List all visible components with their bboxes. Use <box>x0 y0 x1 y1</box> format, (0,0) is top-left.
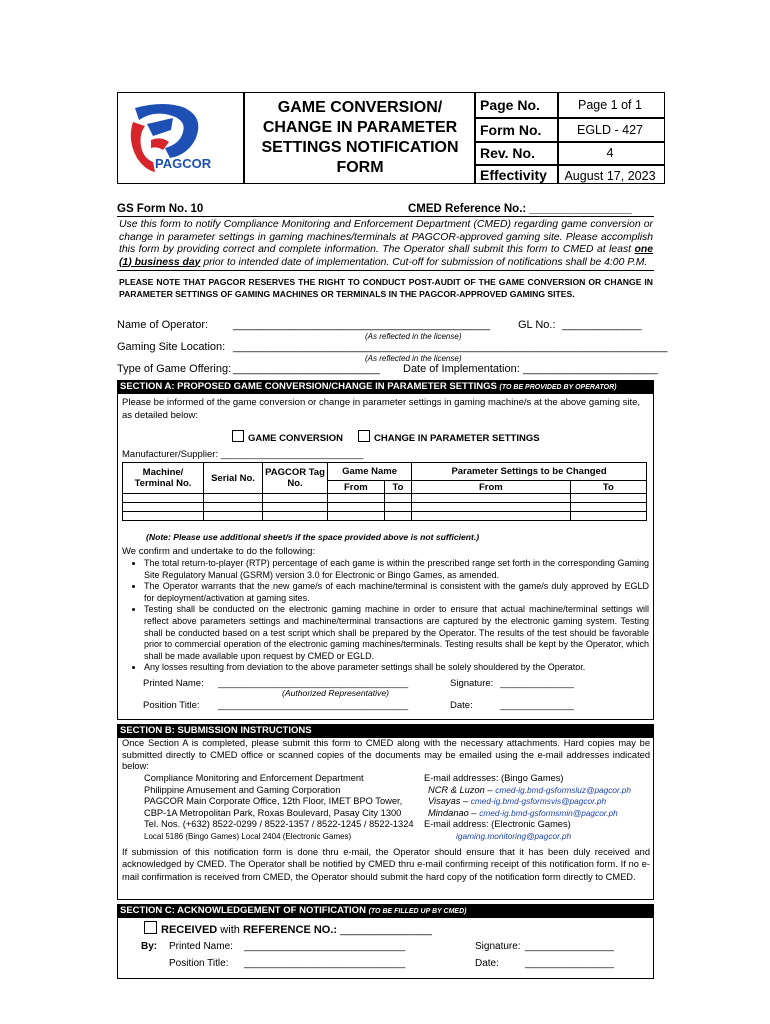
title-line: CHANGE IN PARAMETER <box>262 119 458 136</box>
address-line: PAGCOR Main Corporate Office, 12th Floor, IMET BPO Tower, <box>144 796 403 807</box>
machine-table <box>122 462 647 521</box>
table-cell[interactable] <box>384 494 411 503</box>
section-c-title: SECTION C: ACKNOWLEDGEMENT OF NOTIFICATION <box>120 905 366 916</box>
table-cell[interactable] <box>204 494 263 503</box>
email-block <box>424 773 631 843</box>
table-cell[interactable] <box>412 512 571 521</box>
table-cell[interactable] <box>384 503 411 512</box>
email-region: Mindanao <box>428 807 469 818</box>
auth-rep-note: (Authorized Representative) <box>282 688 389 698</box>
section-b-header <box>117 724 654 737</box>
email-sep: – <box>484 784 496 795</box>
received-checkbox[interactable] <box>144 921 157 934</box>
site-label: Gaming Site Location: <box>117 341 226 353</box>
email-row <box>424 796 631 808</box>
printed-name-label: Printed Name: <box>143 678 204 689</box>
table-cell[interactable] <box>204 512 263 521</box>
impl-date-label: Date of Implementation: <box>403 363 520 375</box>
list-item: • The total return-to-player (RTP) percentage of each game is within the prescribed range set forth in the corresponding Gaming Site Regulatory Manual (GSRM) version 3.0 for Electronic or Bingo Games, as amended. <box>144 558 649 581</box>
gl-label: GL No.: <box>518 319 556 331</box>
gl-line: _____________ <box>562 319 642 331</box>
email-row <box>424 785 631 797</box>
list-item: • Testing shall be conducted on the electronic gaming machine in order to ensure that actual machine/terminal settings will reflect above parameters settings and machine/terminal transactions are captured by the electronic gaming system. Testing shall be conducted based on a test script which shall be prepared by the Operator. The results of the test should be favorable prior to commercial operation of the electronic gaming machines/terminals. Testing results shall be kept by the Operator, which shall be made available upon request by CMED or EGLD. <box>144 604 649 662</box>
reference-line: _______________ <box>337 924 432 936</box>
post-audit-notice: PLEASE NOTE THAT PAGCOR RESERVES THE RIGHT TO CONDUCT POST-AUDIT OF THE GAME CONVERSION OR CHANGE IN PARAMETER SETTINGS OF GAMING MACHINES OR TERMINALS IN THE PAGCOR-APPROVED GAMING SITES. <box>119 277 653 299</box>
pagcor-logo <box>125 100 235 178</box>
table-cell[interactable] <box>570 494 646 503</box>
email-link[interactable]: cmed-ig.bmd-gsformsmin@pagcor.ph <box>479 807 618 818</box>
header-row-line <box>474 164 665 166</box>
game-conversion-checkbox[interactable] <box>232 430 244 442</box>
date-label: Date: <box>450 700 473 711</box>
received-label: RECEIVED <box>161 924 218 936</box>
title-line: SETTINGS NOTIFICATION <box>261 139 459 156</box>
section-c-header <box>117 904 654 917</box>
game-type-label: Type of Game Offering: <box>117 363 232 375</box>
cmed-reference <box>408 203 632 215</box>
c-printed-name-line: _____________________________ <box>244 941 406 952</box>
form-no-value: EGLD - 427 <box>576 123 643 137</box>
title-line: GAME CONVERSION/ <box>277 99 443 116</box>
rev-no-label: Rev. No. <box>480 145 535 161</box>
received-with: with <box>217 924 243 936</box>
table-cell[interactable] <box>384 512 411 521</box>
c-signature-line: ________________ <box>525 941 614 952</box>
date-line: ______________ <box>500 700 574 711</box>
email-link[interactable]: cmed-ig.bmd-gsformsvis@pagcor.ph <box>470 796 607 807</box>
form-title <box>245 98 475 178</box>
site-line: _______________________________________________________________________ <box>233 341 668 353</box>
effectivity-label: Effectivity <box>480 167 547 183</box>
email-sep: – <box>460 796 471 807</box>
th-param-from: From <box>412 481 571 494</box>
form-no-label: Form No. <box>480 122 542 138</box>
change-param-checkbox[interactable] <box>358 430 370 442</box>
address-line: CBP-1A Metropolitan Park, Roxas Boulevard, Pasay City 1300 <box>144 807 402 818</box>
section-a-title: SECTION A: PROPOSED GAME CONVERSION/CHANGE IN PARAMETER SETTINGS <box>120 381 497 392</box>
list-item: • The Operator warrants that the new game/s of each machine/terminal is consistent with the game/s duly approved by EGLD for deployment/activation at gaming sites. <box>144 581 649 604</box>
opt-change-param-label: CHANGE IN PARAMETER SETTINGS <box>374 433 540 444</box>
section-a-note: (TO BE PROVIDED BY OPERATOR) <box>499 384 617 391</box>
table-note: (Note: Please use additional sheet/s if the space provided above is not sufficient.) <box>146 532 480 542</box>
header-row-line <box>474 117 665 119</box>
address-line: Tel. Nos. (+632) 8522-0299 / 8522-1357 / 8522-1245 / 8522-1324 <box>144 819 414 830</box>
section-c-note: (TO BE FILLED UP BY CMED) <box>368 908 467 915</box>
table-cell[interactable] <box>570 512 646 521</box>
manufacturer-field: Manufacturer/Supplier: ___________________________ <box>122 449 364 460</box>
email-link[interactable]: cmed-ig.bmd-gsformsluz@pagcor.ph <box>495 784 632 795</box>
c-date-line: ________________ <box>525 958 614 969</box>
table-cell[interactable] <box>328 494 385 503</box>
th-param-to: To <box>570 481 646 494</box>
th-game-to: To <box>384 481 411 494</box>
intro-part1: Use this form to notify Compliance Monitoring and Enforcement Department (CMED) regarding game conversion or change in parameter settings in gaming machines/terminals at PAGCOR-approved gaming site. Please accomplish this form by providing correct and complete information. The Operator shall submit this form to CMED at least <box>119 219 653 255</box>
by-label: By: <box>141 941 158 952</box>
th-param: Parameter Settings to be Changed <box>412 463 647 481</box>
table-cell[interactable] <box>263 494 328 503</box>
table-cell[interactable] <box>123 494 204 503</box>
section-a-lead: Please be informed of the game conversion or change in parameter settings in gaming machine/s at the above gaming site, as detailed below: <box>122 397 641 421</box>
opt-game-conversion[interactable] <box>232 430 343 444</box>
table-cell[interactable] <box>123 503 204 512</box>
address-line: Philippine Amusement and Gaming Corporation <box>144 784 341 795</box>
c-position-line: _____________________________ <box>244 958 406 969</box>
divider <box>117 270 654 271</box>
received-line <box>144 921 432 936</box>
page-no-label: Page No. <box>480 97 540 113</box>
operator-line: __________________________________________ <box>233 319 490 331</box>
table-row <box>123 494 647 503</box>
page-no-value: Page 1 of 1 <box>578 98 642 112</box>
th-game-name: Game Name <box>328 463 412 481</box>
divider <box>117 216 654 217</box>
position-label: Position Title: <box>143 700 200 711</box>
intro-text <box>119 219 653 269</box>
table-cell[interactable] <box>412 503 571 512</box>
reflected-note: (As reflected in the license) <box>365 354 462 363</box>
table-cell[interactable] <box>263 512 328 521</box>
table-cell[interactable] <box>123 512 204 521</box>
position-line: ____________________________________ <box>218 700 409 711</box>
intro-emphasis: one (1) business day <box>119 244 654 268</box>
email-region: Visayas <box>428 796 461 807</box>
c-signature-label: Signature: <box>475 941 521 952</box>
impl-date-line: ______________________ <box>523 363 658 375</box>
emails-title: E-mail addresses: (Bingo Games) <box>424 773 564 783</box>
signature-label: Signature: <box>450 678 494 689</box>
c-position-label: Position Title: <box>169 958 229 969</box>
section-a-header <box>117 380 654 393</box>
email-region: NCR & Luzon <box>428 784 485 795</box>
th-pagcor: PAGCOR Tag No. <box>263 463 328 494</box>
table-row <box>123 512 647 521</box>
gs-form-no: GS Form No. 10 <box>117 203 204 215</box>
section-b-lead: Once Section A is completed, please submit this form to CMED along with the necessary attachments. Hard copies may be submitted directly to CMED office or scanned copies of the documents may be emailed using the e-mail addresses indicated below: <box>122 738 650 771</box>
opt-game-conversion-label: GAME CONVERSION <box>248 433 344 444</box>
printed-name-line: ____________________________________ <box>218 678 409 689</box>
address-line: Compliance Monitoring and Enforcement Department <box>144 773 364 783</box>
game-type-line: ________________________ <box>233 363 380 375</box>
section-b-title: SECTION B: SUBMISSION INSTRUCTIONS <box>120 725 312 736</box>
confirm-lead: We confirm and undertake to do the following: <box>122 546 316 557</box>
table-cell[interactable] <box>328 503 385 512</box>
rev-no-value: 4 <box>606 146 614 160</box>
table-cell[interactable] <box>328 512 385 521</box>
cmed-ref-blank: ________________ <box>529 203 632 215</box>
list-item: • Any losses resulting from deviation to the above parameter settings shall be solely shouldered by the Operator. <box>144 662 649 674</box>
address-line: Local 5186 (Bingo Games) Local 2404 (Electronic Games) <box>144 831 352 841</box>
email-row <box>424 808 631 820</box>
effectivity-value: August 17, 2023 <box>564 169 656 183</box>
egames-title: E-mail address: (Electronic Games) <box>424 819 571 830</box>
cmed-ref-label: CMED Reference No.: <box>408 203 527 215</box>
intro-part2: prior to intended date of implementation. Cut-off for submission of notifications shall be 4:00 P.M. <box>203 256 648 268</box>
opt-change-param[interactable] <box>358 430 540 444</box>
table-cell[interactable] <box>412 494 571 503</box>
th-machine: Machine/ Terminal No. <box>123 463 204 494</box>
operator-label: Name of Operator: <box>117 319 209 331</box>
table-row <box>123 503 647 512</box>
c-date-label: Date: <box>475 958 499 969</box>
section-b-closing: If submission of this notification form is done thru e-mail, the Operator should ensure that it has been duly received and acknowledged by CMED. The Operator shall be notified by CMED thru e-mail confirming receipt of this notification form. If no e-mail confirmation is received from CMED, the Operator should submit the hard copy of the notification form directly to CMED. <box>122 847 650 882</box>
title-line: FORM <box>336 159 384 176</box>
logo-text: PAGCOR <box>155 156 212 171</box>
reference-label: REFERENCE NO.: <box>242 924 338 936</box>
egames-email-link[interactable]: igaming.monitoring@pagcor.ph <box>456 830 572 841</box>
cmed-address <box>144 773 414 843</box>
th-serial: Serial No. <box>204 463 263 494</box>
th-game-from: From <box>328 481 385 494</box>
confirm-list <box>122 558 649 674</box>
email-sep: – <box>468 807 480 818</box>
header-row-line <box>474 141 665 143</box>
c-printed-name-label: Printed Name: <box>169 941 233 952</box>
table-cell[interactable] <box>570 503 646 512</box>
reflected-note: (As reflected in the license) <box>365 332 462 341</box>
signature-line: ______________ <box>500 678 574 689</box>
table-cell[interactable] <box>263 503 328 512</box>
table-cell[interactable] <box>204 503 263 512</box>
